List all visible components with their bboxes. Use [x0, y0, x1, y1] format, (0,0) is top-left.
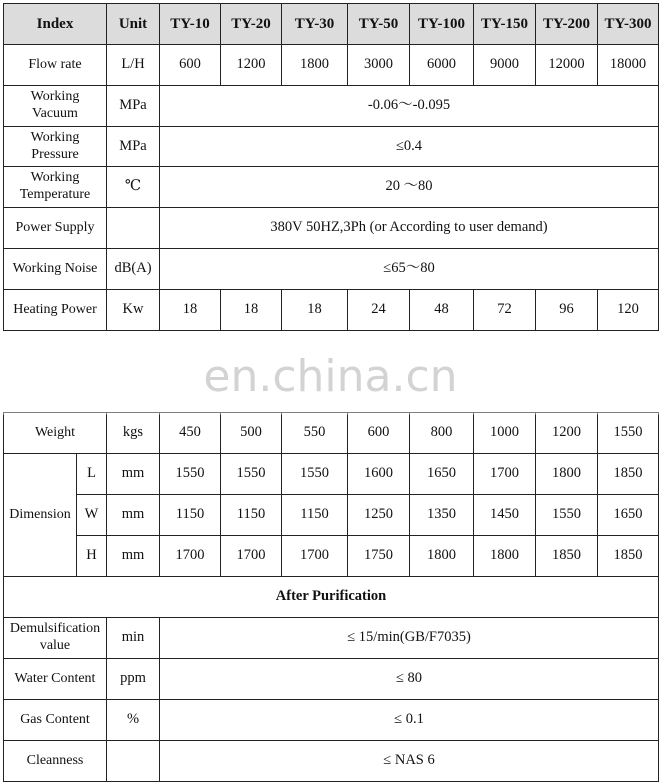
cell-merged-value: ≤ NAS 6	[160, 741, 659, 782]
header-model: TY-30	[282, 4, 348, 45]
cell-value: 18	[160, 290, 221, 331]
row-label-line: Working	[30, 170, 80, 186]
cell-value: 1650	[598, 495, 659, 536]
cleanness-row	[4, 741, 659, 782]
cell-value: 1700	[160, 536, 221, 577]
cell-value: 9000	[474, 45, 536, 86]
row-label-line: Vacuum	[32, 106, 78, 121]
cell-value: 1850	[598, 454, 659, 495]
cell-value: 120	[598, 290, 659, 331]
cell-value: 1150	[221, 495, 282, 536]
demulsification-row	[4, 618, 659, 659]
row-label-line: Temperature	[19, 187, 91, 202]
cell-value: 24	[348, 290, 410, 331]
row-unit: ℃	[107, 167, 160, 208]
section-heading: After Purification	[4, 577, 659, 618]
header-unit: Unit	[107, 4, 160, 45]
cell-value: 1600	[348, 454, 410, 495]
vacuum-row	[4, 86, 659, 127]
cell-value: 1800	[410, 536, 474, 577]
header-model: TY-10	[160, 4, 221, 45]
temperature-row	[4, 167, 659, 208]
cell-value: 1800	[282, 45, 348, 86]
header-model: TY-100	[410, 4, 474, 45]
row-unit: dB(A)	[107, 249, 160, 290]
row-label: Power Supply	[4, 208, 107, 249]
row-unit: kgs	[107, 413, 160, 454]
row-label: Heating Power	[4, 290, 107, 331]
dimension-axis: W	[77, 495, 107, 536]
cell-value: 48	[410, 290, 474, 331]
dimension-w-row	[4, 495, 659, 536]
cell-value: 1550	[598, 413, 659, 454]
cell-value: 1750	[348, 536, 410, 577]
header-model: TY-20	[221, 4, 282, 45]
watermark-band	[4, 331, 659, 413]
cell-value: 1150	[282, 495, 348, 536]
row-label	[4, 618, 107, 659]
cell-value: 1800	[474, 536, 536, 577]
row-label: Weight	[4, 413, 107, 454]
cell-value: 1800	[536, 454, 598, 495]
cell-value: 1700	[282, 536, 348, 577]
cell-value: 1850	[536, 536, 598, 577]
watermark-band-row	[4, 331, 659, 413]
dimension-h-row	[4, 536, 659, 577]
cell-merged-value: ≤65～80	[160, 249, 659, 290]
cell-value: 1350	[410, 495, 474, 536]
cell-value: 1550	[221, 454, 282, 495]
cell-value: 18000	[598, 45, 659, 86]
dimension-label: Dimension	[4, 454, 77, 577]
cell-value: 18	[221, 290, 282, 331]
cell-merged-value: 20 ～80	[160, 167, 659, 208]
cell-merged-value: ≤ 0.1	[160, 700, 659, 741]
row-unit: mm	[107, 495, 160, 536]
cell-value: 1200	[221, 45, 282, 86]
spec-table	[3, 3, 659, 782]
cell-value: 1550	[282, 454, 348, 495]
cell-value: 1250	[348, 495, 410, 536]
cell-value: 800	[410, 413, 474, 454]
cell-merged-value: ≤0.4	[160, 127, 659, 167]
cell-value: 1000	[474, 413, 536, 454]
row-unit: MPa	[107, 86, 160, 127]
cell-value: 1850	[598, 536, 659, 577]
cell-value: 1700	[221, 536, 282, 577]
cell-merged-value: ≤ 80	[160, 659, 659, 700]
cell-value: 1550	[536, 495, 598, 536]
row-label	[4, 127, 107, 167]
row-label	[4, 167, 107, 208]
row-label-line: Demulsification	[9, 621, 101, 637]
header-row	[4, 4, 659, 45]
cell-value: 600	[348, 413, 410, 454]
row-label: Water Content	[4, 659, 107, 700]
row-label	[4, 86, 107, 127]
row-label-line: value	[39, 638, 71, 653]
power-supply-row	[4, 208, 659, 249]
cell-value: 1650	[410, 454, 474, 495]
header-model: TY-200	[536, 4, 598, 45]
header-model: TY-50	[348, 4, 410, 45]
cell-value: 1200	[536, 413, 598, 454]
cell-merged-value: ≤ 15/min(GB/F7035)	[160, 618, 659, 659]
row-unit	[107, 741, 160, 782]
row-unit: MPa	[107, 127, 160, 167]
cell-value: 600	[160, 45, 221, 86]
cell-merged-value: -0.06～-0.095	[160, 86, 659, 127]
header-model: TY-300	[598, 4, 659, 45]
cell-value: 6000	[410, 45, 474, 86]
row-unit: min	[107, 618, 160, 659]
weight-row	[4, 413, 659, 454]
row-unit: mm	[107, 454, 160, 495]
row-unit: Kw	[107, 290, 160, 331]
cell-value: 3000	[348, 45, 410, 86]
cell-value: 72	[474, 290, 536, 331]
row-unit: L/H	[107, 45, 160, 86]
pressure-row	[4, 127, 659, 167]
cell-merged-value: 380V 50HZ,3Ph (or According to user demand)	[160, 208, 659, 249]
flow-rate-row	[4, 45, 659, 86]
row-label: Working Noise	[4, 249, 107, 290]
water-content-row	[4, 659, 659, 700]
cell-value: 18	[282, 290, 348, 331]
row-unit: %	[107, 700, 160, 741]
noise-row	[4, 249, 659, 290]
header-index: Index	[4, 4, 107, 45]
watermark-text: en.china.cn	[203, 350, 458, 402]
row-unit: mm	[107, 536, 160, 577]
cell-value: 96	[536, 290, 598, 331]
cell-value: 1450	[474, 495, 536, 536]
dimension-axis: H	[77, 536, 107, 577]
cell-value: 1550	[160, 454, 221, 495]
row-unit	[107, 208, 160, 249]
row-label: Gas Content	[4, 700, 107, 741]
header-model: TY-150	[474, 4, 536, 45]
row-label-line: Pressure	[31, 146, 79, 162]
dimension-l-row	[4, 454, 659, 495]
row-label: Flow rate	[4, 45, 107, 86]
cell-value: 450	[160, 413, 221, 454]
cell-value: 12000	[536, 45, 598, 86]
after-purification-row	[4, 577, 659, 618]
cell-value: 500	[221, 413, 282, 454]
row-label-line: Working	[30, 129, 80, 145]
heating-power-row	[4, 290, 659, 331]
gas-content-row	[4, 700, 659, 741]
row-label-line: Working	[30, 89, 80, 105]
cell-value: 1700	[474, 454, 536, 495]
row-label: Cleanness	[4, 741, 107, 782]
dimension-axis: L	[77, 454, 107, 495]
cell-value: 550	[282, 413, 348, 454]
cell-value: 1150	[160, 495, 221, 536]
row-unit: ppm	[107, 659, 160, 700]
